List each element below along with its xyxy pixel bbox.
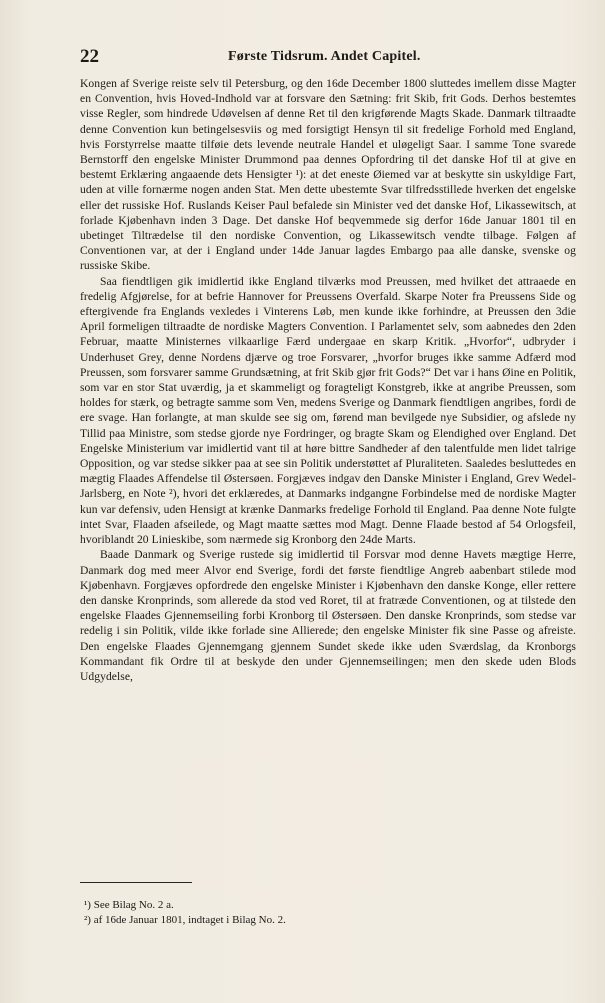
footnote-divider [80, 882, 192, 883]
footnotes [84, 898, 564, 928]
paragraph: Saa fiendtligen gik imidlertid ikke England tilværks mod Preussen, med hvilket det attraaede en fredelig Afgjørelse, for at befrie Hannover for Preussens Overfald. Skarpe Noter fra Preussens Side og eftergivende fra Englands vexledes i Vinterens Løb, men kunde ikke forhindre, at Preussen den 3die April formeligen tiltraadte de nordiske Magters Convention. I Parlamentet selv, som aabnedes den 2den Februar, maatte Ministernes vilkaarlige Færd undergaae en skarp Kritik. „Hvorfor“, udbryder i Underhuset Grey, denne Nordens djærve og troe Forsvarer, „hvorfor bruges ikke samme Adfærd mod Preussen, som forsvarer samme Grundsætning, at frit Skib gjør frit Gods?“ Det var i hans Øine en Politik, som var en stor Stat uværdig, ja et skammeligt og foragteligt Konstgreb, ikke at angribe Preussen, som holdes for stærk, og betragte samme som Ven, medens Sverige og Danmark fiendtligen angribes, fordi de ere svage. Han forlangte, at man skulde see sig om, førend man bevilgede nye Subsidier, og afslede ny Tillid paa Ministre, som stedse gjorde nye Fordringer, og bragte Skam og Elendighed over England. Det Engelske Ministerium var imidlertid vant til at høre bittre Sandheder af den talentfulde men lidet talrige Opposition, og var stedse sikker paa at see sin Politik understøttet af Pluraliteten. Saaledes besluttedes en mægtig Flaades Affendelse til Østersøen. Forgjæves indgav den Danske Minister i England, Grev Wedel-Jarlsberg, en Note ²), hvori det erklæredes, at Danmarks indgangne Forbindelse med de nordiske Magter kun var defensiv, uden Hensigt at krænke Danmarks fredelige Forhold til England. Paa denne Note fulgte intet Svar, Flaaden afseilede, og Magt maatte sættes mod Magt. Denne Flaade bestod af 54 Orlogsfeil, hvoriblandt 20 Linieskibe, som nærmede sig Kronborg den 24de Marts. [80, 274, 576, 547]
page-number: 22 [80, 46, 99, 67]
footnote: ²) af 16de Januar 1801, indtaget i Bilag No. 2. [84, 914, 286, 926]
running-head: Første Tidsrum. Andet Capitel. [228, 49, 421, 64]
paragraph: Baade Danmark og Sverige rustede sig imidlertid til Forsvar mod denne Havets mægtige Herre, Danmark dog med meer Alvor end Sverige, fordi det første fiendtlige Angreb aabenbart stilede mod Kjøbenhavn. Forgjæves opfordrede den engelske Minister i Kjøbenhavn den danske Konge, eller rettere den danske Kronprinds, som allerede da stod ved Roret, til at fratræde Conventionen, og at tilstede den engelske Flaades Gjennemseiling forbi Kronborg til Østersøen. Den danske Kronprinds, som stedse var redelig i sin Politik, vilde ikke forlade sine Allierede; den engelske Minister fik sine Passe og afreiste. Den engelske Flaades Gjennemgang gjennem Sundet skede ikke uden Sværdslag, da Kronborgs Kommandant fik Ordre til at beskyde den under Gjennemseilingen; men den skede uden Blods Udgydelse, [80, 548, 576, 683]
body-text [80, 76, 576, 684]
footnote: ¹) See Bilag No. 2 a. [84, 899, 174, 911]
paragraph: Kongen af Sverige reiste selv til Petersburg, og den 16de December 1800 sluttedes imellem disse Magter en Convention, hvis Hoved-Indhold var at forsvare den Sætning: frit Skib, frit Gods. Derhos bestemtes visse Regler, som hindrede Udøvelsen af denne Ret til den krigførende Magts Skade. Danmark tiltraadte denne Convention kun betingelsesviis og med forsigtigt Hensyn til sit fredelige Forhold med England, hvis Forstyrrelse maatte tilføie dets levende neutrale Handel et uløgeligt Saar. I samme Tone svarede Bernstorff den engelske Minister Drummond paa dennes Opfordring til det danske Hof til at give en bestemt Erklæring angaaende dets Hensigter ¹): at det eneste Øiemed var at beskytte sin uskyldige Fart, uden at ville fornærme nogen anden Stat. Men dette ubestemte Svar tilfredsstillede hverken det engelske eller det russiske Hof. Ruslands Keiser Paul befalede sin Minister ved det danske Hof, Likassewitsch, at forlade Kjøbenhavn inden 3 Dage. Det danske Hof beqvemmede sig derfor 16de Januar 1801 til en ubetinget Tiltrædelse til den nordiske Convention, og Likassewitsch vendte tilbage. Følgen af Conventionen var, at der i England under 14de Januar lagdes Embargo paa alle danske, svenske og russiske Skibe. [80, 77, 576, 273]
page-header [80, 46, 576, 70]
